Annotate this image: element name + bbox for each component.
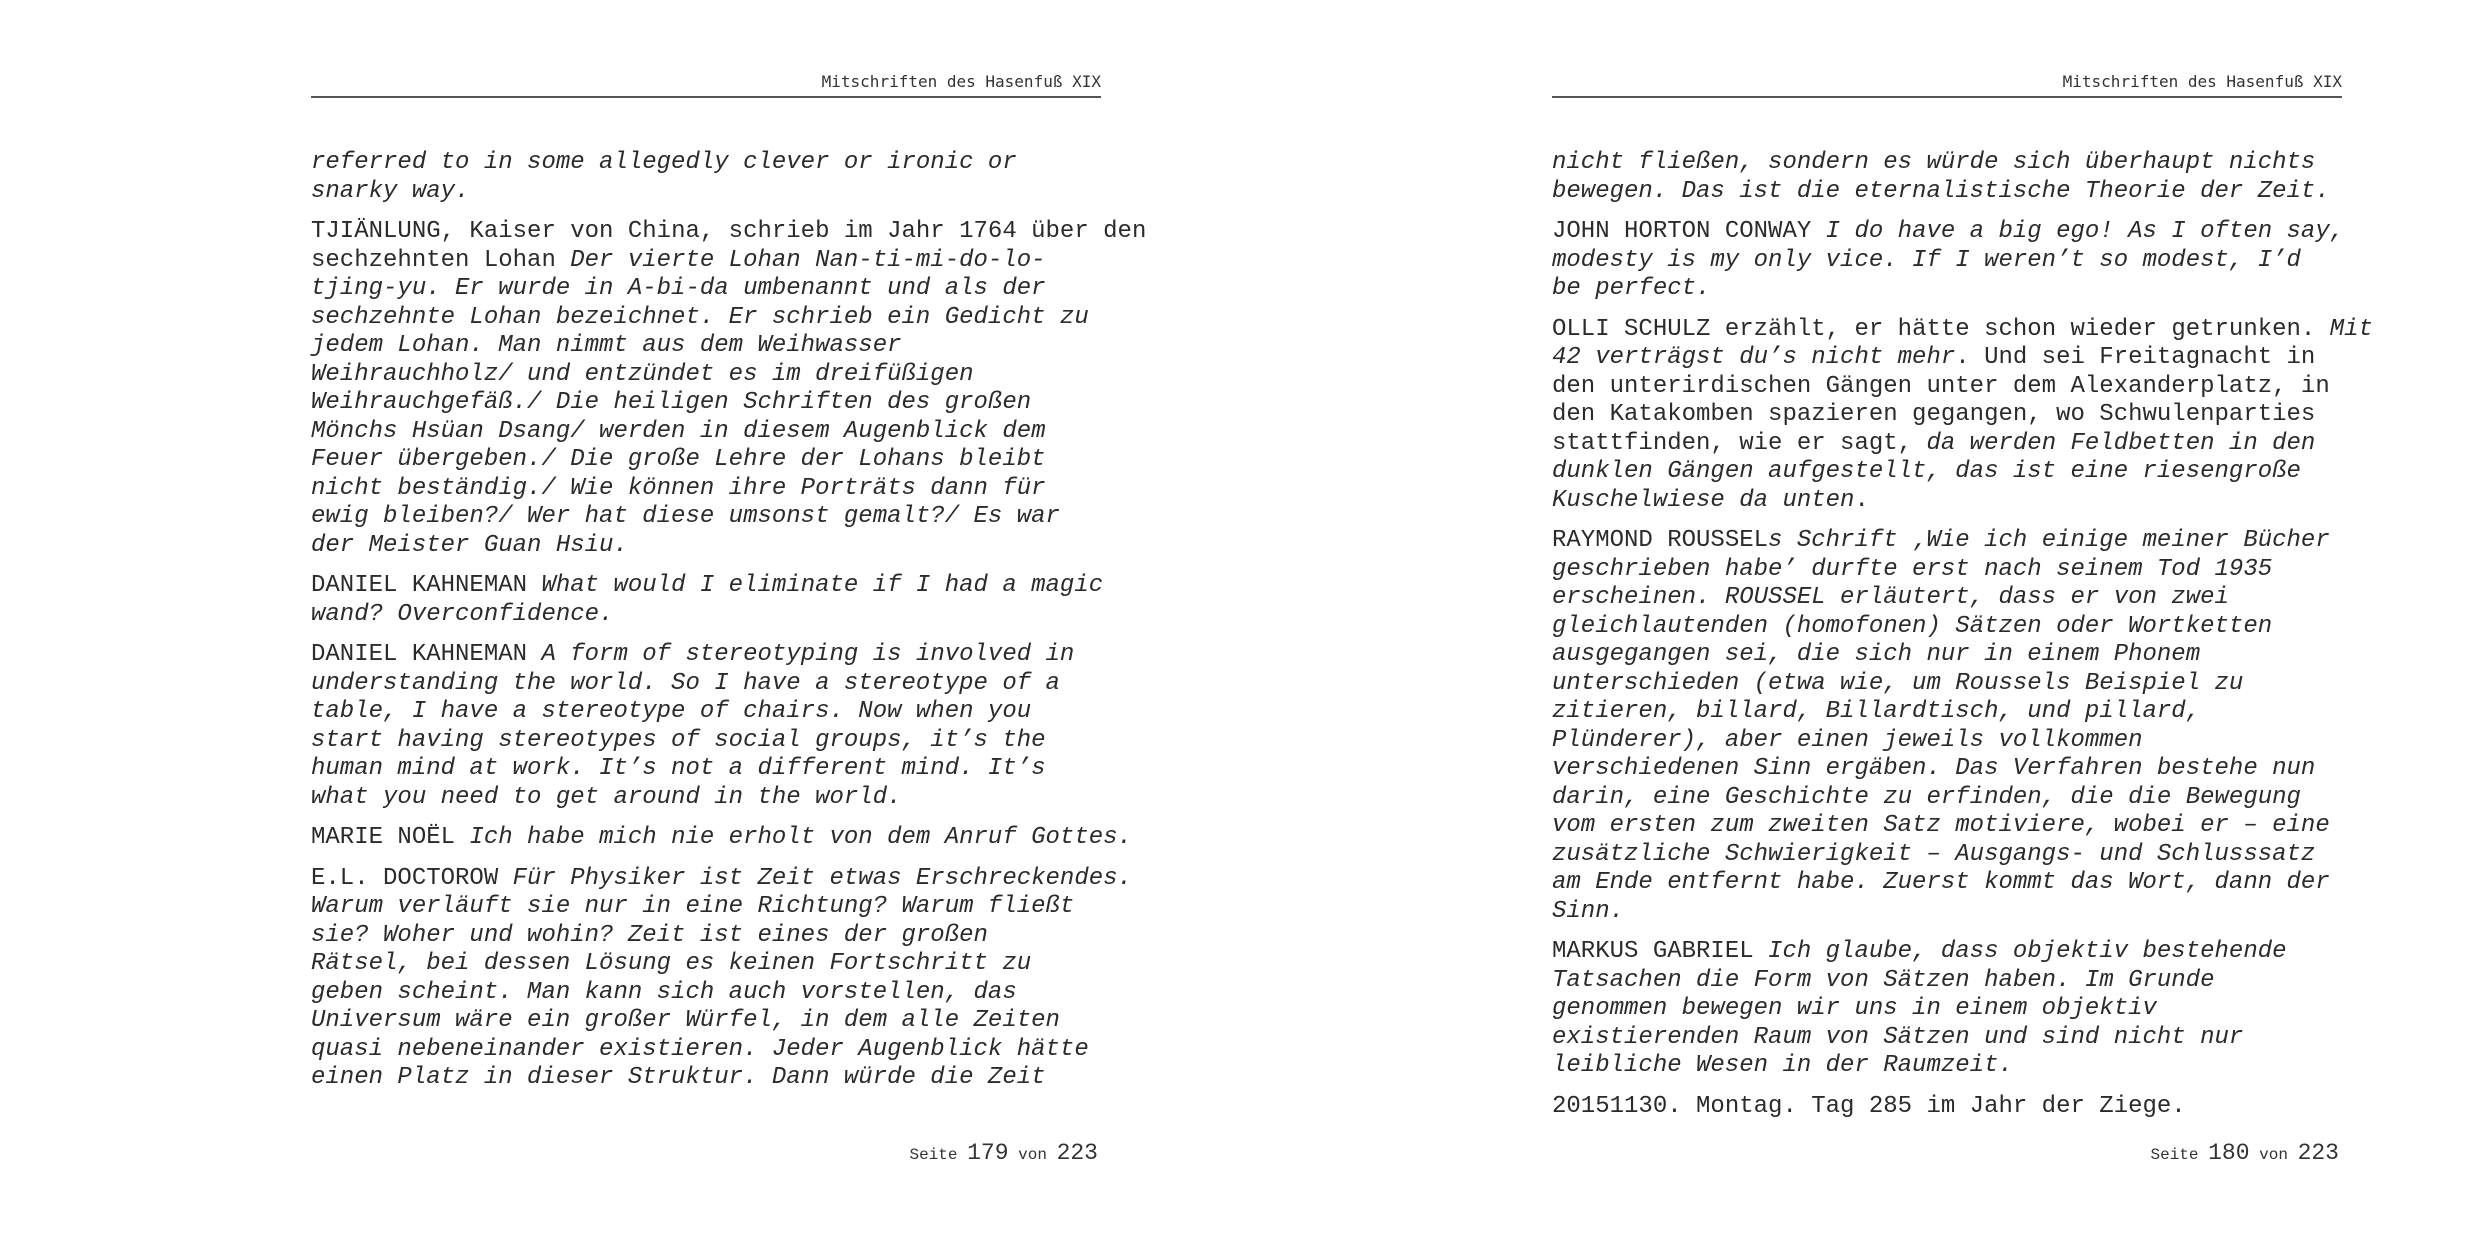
quote-text: der Meister Guan Hsiu. [311, 531, 628, 559]
text-line [1552, 315, 2373, 345]
text-line [311, 824, 1132, 853]
text-line [311, 275, 1101, 304]
quote-text: leibliche Wesen in der Raumzeit. [1552, 1052, 2013, 1079]
text-line [1552, 555, 2342, 585]
author-name: DANIEL KAHNEMAN [311, 572, 528, 599]
quote-text: Feuer übergeben./ Die große Lehre der Lohans bleibt [311, 446, 1046, 473]
text-line [311, 1007, 1101, 1036]
text-line [311, 218, 1147, 247]
quote-text: s Schrift ‚Wie ich einige meiner Bücher [1768, 527, 2330, 554]
entry [311, 218, 1147, 560]
text-line [1552, 726, 2342, 756]
text-line [311, 726, 1101, 756]
footer-von-label: von [1018, 1146, 1047, 1164]
author-name: MARKUS GABRIEL [1552, 938, 1754, 965]
quote-text: understanding the world. So I have a stereotype of a [311, 669, 1060, 697]
text-line [311, 503, 1101, 532]
quote-text: Tatsachen die Form von Sätzen haben. Im Grunde [1552, 966, 2215, 994]
entry [311, 824, 1132, 853]
body-text: . [1854, 486, 1869, 514]
text-line [311, 755, 1101, 784]
quote-text: Mönchs Hsüan Dsang/ werden in diesem Augenblick dem [311, 417, 1046, 445]
text-line [1552, 344, 2342, 373]
text-line [1552, 840, 2342, 870]
quote-text: sie? Woher und wohin? Zeit ist eines der großen [311, 921, 988, 949]
text-line [311, 921, 1101, 951]
author-name: DANIEL KAHNEMAN [311, 641, 528, 668]
quote-text: tjing-yu [311, 275, 427, 302]
text-line [1552, 966, 2342, 996]
quote-text: What would I eliminate if I had a magic [527, 572, 1104, 599]
text-line [1552, 612, 2342, 642]
quote-text: gleichlautenden (homofonen) Sätzen oder Wortketten [1552, 612, 2273, 640]
text-line [1552, 486, 2342, 516]
quote-text: vom ersten zum zweiten Satz motiviere, wobei er – eine [1552, 812, 2330, 839]
running-head: Mitschriften des Hasenfuß XIX [2062, 72, 2342, 91]
page-footer [2151, 1140, 2340, 1166]
text-line [1552, 995, 2342, 1024]
footer-seite-label: Seite [2150, 1146, 2199, 1164]
text-line [1552, 1092, 2342, 1122]
body-text: erzählt, er hätte schon wieder getrunken. [1710, 315, 2330, 343]
body-text: den unterirdischen Gängen unter dem Alexanderplatz, in [1552, 372, 2330, 400]
quote-text: what you need to get around in the world. [311, 783, 902, 811]
text-line [311, 641, 1101, 670]
quote-text: unterschieden (etwa wie, um Roussels Beispiel zu [1552, 669, 2244, 697]
text-line [311, 531, 1101, 561]
text-line [1552, 812, 2342, 841]
text-line [1552, 246, 2342, 276]
quote-text: geschrieben habe’ durfte erst nach seinem Tod 1935 [1552, 555, 2273, 583]
author-name: TJIÄNLUNG [311, 218, 441, 245]
entry [1552, 149, 2342, 206]
text-line [311, 246, 1101, 276]
text-line [311, 417, 1101, 447]
text-line [311, 600, 1101, 630]
text-line [311, 1035, 1101, 1065]
quote-text: Plünderer), aber einen jeweils vollkommen [1552, 726, 2143, 754]
right-page [1552, 0, 2373, 1240]
quote-text: Rätsel, bei dessen Lösung es keinen Fortschritt zu [311, 950, 1032, 977]
page-body [311, 149, 1147, 1105]
body-text: . Und sei Freitagnacht in [1955, 344, 2316, 371]
quote-text: Ich glaube, dass objektiv bestehende [1753, 938, 2287, 965]
body-text: 20151130. Montag. Tag 285 im Jahr der Ziege. [1552, 1092, 2186, 1120]
text-line [311, 389, 1101, 418]
left-page [311, 0, 1147, 1240]
text-line [1552, 783, 2342, 813]
text-line [1552, 372, 2342, 402]
body-text: , Kaiser von China, schrieb im Jahr 1764 über den [440, 218, 1147, 245]
quote-text: ausgegangen sei, die sich nur in einem Phonem [1552, 641, 2201, 668]
text-line [311, 698, 1101, 727]
quote-text: jedem Lohan. Man nimmt aus dem Weihwasser [311, 332, 902, 359]
quote-text: Für Physiker ist Zeit etwas Erschreckendes. [498, 864, 1132, 892]
quote-text: quasi nebeneinander existieren. Jeder Augenblick hätte [311, 1035, 1089, 1063]
text-line [1552, 1023, 2342, 1053]
quote-text: am Ende entfernt habe. Zuerst kommt das Wort, dann der [1552, 869, 2330, 896]
header-rule [1552, 96, 2342, 98]
author-name: MARIE NOËL [311, 824, 456, 851]
quote-text: ewig bleiben?/ Wer hat diese umsonst gemalt?/ Es war [311, 503, 1060, 530]
text-line [311, 978, 1101, 1008]
entry [1552, 527, 2342, 926]
text-line [311, 177, 1101, 207]
text-line [1552, 641, 2342, 670]
quote-text: Sinn. [1552, 897, 1625, 925]
entry [1552, 218, 2345, 304]
entry [311, 149, 1101, 206]
quote-text: erscheinen. ROUSSEL erläutert, dass er von zwei [1552, 584, 2229, 611]
text-line [311, 446, 1101, 475]
quote-text: Weihrauchgefäß./ Die heiligen Schriften des großen [311, 389, 1032, 416]
quote-text: Weihrauchholz/ und entzündet es im dreifüßigen [311, 360, 974, 388]
text-line [1552, 698, 2342, 727]
text-line [1552, 149, 2342, 178]
text-line [311, 474, 1101, 504]
text-line [311, 783, 1101, 813]
text-line [311, 303, 1101, 333]
text-line [1552, 218, 2345, 247]
text-line [1552, 669, 2342, 699]
quote-text: geben scheint. Man kann sich auch vorstellen, das [311, 978, 1017, 1006]
quote-text: table, I have a stereotype of chairs. Now when you [311, 698, 1032, 725]
text-line [1552, 584, 2342, 613]
quote-text: Mit [2329, 315, 2373, 343]
text-line [1552, 527, 2342, 556]
text-line [1552, 869, 2342, 898]
text-line [311, 864, 1132, 894]
quote-text: snarky way. [311, 177, 470, 205]
body-text: sechzehnten Lohan [311, 246, 571, 274]
author-name: E.L. DOCTOROW [311, 864, 499, 892]
entry [311, 572, 1104, 629]
text-line [311, 893, 1101, 922]
text-line [311, 950, 1101, 979]
quote-text: zusätzliche Schwierigkeit – Ausgangs- und Schlusssatz [1552, 840, 2316, 868]
text-line [311, 332, 1101, 361]
text-line [311, 1064, 1101, 1093]
text-line [1552, 755, 2342, 784]
body-text: stattfinden, wie er sagt, [1552, 429, 1927, 457]
header-rule [311, 96, 1101, 98]
quote-text: . Er wurde in A-bi-da umbenannt und als der [426, 275, 1046, 302]
quote-text: be perfect. [1552, 275, 1711, 302]
page-number: 180 [2208, 1140, 2250, 1166]
text-line [311, 149, 1101, 178]
text-line [311, 360, 1101, 390]
quote-text: modesty is my only vice. If I weren’t so modest, I’d [1552, 246, 2301, 274]
page-footer [910, 1140, 1099, 1166]
text-line [1552, 275, 2342, 304]
quote-text: referred to in some allegedly clever or ironic or [311, 149, 1017, 176]
text-line [1552, 1052, 2342, 1081]
text-line [1552, 938, 2342, 967]
entry [1552, 315, 2373, 516]
quote-text: einen Platz in dieser Struktur. Dann würde die Zeit [311, 1064, 1046, 1091]
text-line [1552, 401, 2342, 430]
quote-text: darin, eine Geschichte zu erfinden, die die Bewegung [1552, 783, 2301, 811]
page-number: 179 [967, 1140, 1009, 1166]
page-body [1552, 149, 2373, 1133]
quote-text: 42 verträgst du’s nicht mehr [1552, 344, 1956, 371]
running-head: Mitschriften des Hasenfuß XIX [821, 72, 1101, 91]
page-total: 223 [2297, 1140, 2339, 1166]
entry [311, 641, 1101, 812]
quote-text: sechzehnte Lohan bezeichnet. Er schrieb ein Gedicht zu [311, 303, 1089, 331]
quote-text: zitieren, billard, Billardtisch, und pillard, [1552, 698, 2201, 725]
quote-text: A form of stereotyping is involved in [527, 641, 1075, 668]
quote-text: existierenden Raum von Sätzen und sind nicht nur [1552, 1023, 2244, 1051]
entry [1552, 938, 2342, 1081]
quote-text: Universum wäre ein großer Würfel, in dem alle Zeiten [311, 1007, 1060, 1034]
text-line [1552, 458, 2342, 487]
footer-von-label: von [2259, 1146, 2288, 1164]
quote-text: genommen bewegen wir uns in einem objektiv [1552, 995, 2157, 1022]
text-line [1552, 177, 2342, 207]
quote-text: verschiedenen Sinn ergäben. Das Verfahren bestehe nun [1552, 755, 2316, 782]
quote-text: bewegen. Das ist die eternalistische Theorie der Zeit. [1552, 177, 2330, 205]
author-name: OLLI SCHULZ [1552, 315, 1711, 343]
quote-text: nicht fließen, sondern es würde sich überhaupt nichts [1552, 149, 2316, 176]
author-name: JOHN HORTON CONWAY [1552, 218, 1812, 245]
quote-text: Ich habe mich nie erholt von dem Anruf Gottes. [455, 824, 1132, 851]
text-line [311, 669, 1101, 699]
quote-text: Der vierte Lohan Nan-ti-mi-do-lo- [570, 246, 1046, 274]
quote-text: I do have a big ego! As I often say, [1811, 218, 2345, 245]
quote-text: Warum verläuft sie nur in eine Richtung? Warum fließt [311, 893, 1075, 920]
quote-text: start having stereotypes of social groups, it’s the [311, 726, 1046, 754]
entry [311, 864, 1132, 1093]
quote-text: human mind at work. It’s not a different mind. It’s [311, 755, 1046, 782]
quote-text: Kuschelwiese da unten [1552, 486, 1855, 514]
quote-text: da werden Feldbetten in den [1926, 429, 2316, 457]
text-line [1552, 429, 2342, 459]
page-total: 223 [1056, 1140, 1098, 1166]
author-name: RAYMOND ROUSSEL [1552, 527, 1769, 554]
text-line [311, 572, 1104, 601]
body-text: den Katakomben spazieren gegangen, wo Schwulenparties [1552, 401, 2316, 428]
entry [1552, 1093, 2342, 1122]
quote-text: dunklen Gängen aufgestellt, das ist eine riesengroße [1552, 458, 2301, 485]
quote-text: wand? Overconfidence. [311, 600, 614, 628]
footer-seite-label: Seite [909, 1146, 958, 1164]
quote-text: nicht beständig./ Wie können ihre Porträts dann für [311, 474, 1046, 502]
text-line [1552, 897, 2342, 927]
